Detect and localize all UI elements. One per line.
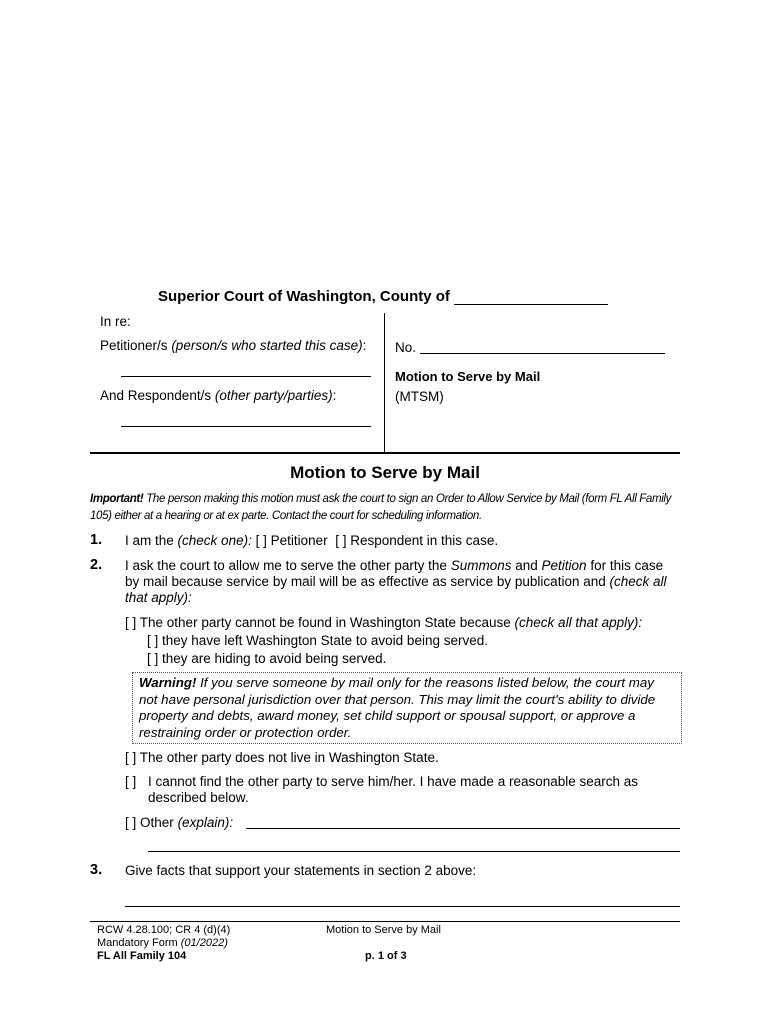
sub-option-left-state: [ ] they have left Washington State to avoid being served. <box>147 633 488 648</box>
section-2-text: I ask the court to allow me to serve the other party the Summons and Petition for this case by mail because service by mail will be as effective as service by publication and (check all that apply): <box>125 558 667 605</box>
section-3-text: Give facts that support your statements in section 2 above: <box>125 863 477 878</box>
form-code: (MTSM) <box>395 389 444 404</box>
petitioner-label: Petitioner/s (person/s who started this case): <box>100 338 367 353</box>
case-number: No. <box>395 340 417 355</box>
footer-rcw: RCW 4.28.100; CR 4 (d)(4) <box>97 924 231 936</box>
caption-bottom-line <box>90 452 680 454</box>
other-checkbox[interactable]: [ ] <box>125 815 137 830</box>
other-explain-line-1[interactable] <box>246 828 680 829</box>
case-number-field[interactable] <box>420 353 665 354</box>
hiding-checkbox[interactable]: [ ] <box>147 651 159 666</box>
not-in-state-checkbox[interactable]: [ ] <box>125 750 137 765</box>
sub-option-hiding: [ ] they are hiding to avoid being served. <box>147 651 387 666</box>
option-cannot-find: I cannot find the other party to serve him/her. I have made a reasonable search as described below. <box>148 774 639 805</box>
footer-rule <box>90 921 680 922</box>
section-2-number: 2. <box>90 557 103 573</box>
cannot-find-checkbox[interactable]: [ ] <box>125 774 137 789</box>
petitioner-name-field[interactable] <box>121 376 371 377</box>
cannot-be-found-checkbox[interactable]: [ ] <box>125 615 137 630</box>
section-1-number: 1. <box>90 532 103 548</box>
petitioner-checkbox[interactable]: [ ] <box>255 533 267 548</box>
footer-title: Motion to Serve by Mail <box>326 924 441 936</box>
footer-mandatory: Mandatory Form (01/2022) <box>97 937 228 949</box>
in-re-label: In re: <box>100 314 131 329</box>
facts-line[interactable] <box>125 906 680 907</box>
option-other: [ ] Other (explain): <box>125 815 234 830</box>
court-title: Superior Court of Washington, County of <box>158 288 608 305</box>
other-explain-line-2[interactable] <box>148 851 680 852</box>
footer-page: p. 1 of 3 <box>365 950 407 962</box>
left-state-checkbox[interactable]: [ ] <box>147 633 159 648</box>
respondent-label: And Respondent/s (other party/parties): <box>100 388 337 403</box>
respondent-name-field[interactable] <box>121 426 371 427</box>
option-not-in-state: [ ] The other party does not live in Washington State. <box>125 750 439 765</box>
section-1-text: I am the (check one): [ ] Petitioner [ ] Respondent in this case. <box>125 533 499 548</box>
section-3-number: 3. <box>90 862 103 878</box>
form-title: Motion to Serve by Mail <box>395 369 541 384</box>
option-cannot-be-found: [ ] The other party cannot be found in Washington State because (check all that apply): <box>125 615 643 630</box>
important-note: Important! The person making this motion must ask the court to sign an Order to Allow Service by Mail (form FL All Family 105) either at a hearing or at ex parte. Contact the court for scheduling information. <box>90 493 672 522</box>
warning-box: Warning! If you serve someone by mail only for the reasons listed below, the court may not have personal jurisdiction over that person. This may limit the court's ability to divide property and debts, award money, set child support or spousal support, or approve a restraining order or protection order. <box>132 672 682 744</box>
county-field[interactable] <box>454 290 608 305</box>
caption-divider <box>384 313 385 453</box>
main-title: Motion to Serve by Mail <box>290 463 480 482</box>
respondent-checkbox[interactable]: [ ] <box>335 533 347 548</box>
footer-form-id: FL All Family 104 <box>97 950 187 962</box>
